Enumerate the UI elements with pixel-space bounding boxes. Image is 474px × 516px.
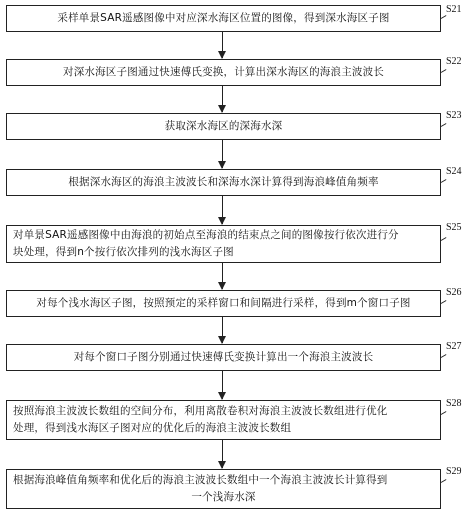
step-text-s29-line1: 根据海浪峰值角频率和优化后的海浪主波波长数组中一个海浪主波波长计算得到 <box>13 474 388 486</box>
step-label-s22: S22 <box>446 56 462 67</box>
step-text-s29-line2: 一个浅海水深 <box>191 491 256 503</box>
arrow-s27-s28 <box>222 371 223 399</box>
leader-line-s24 <box>441 179 447 183</box>
step-text-s25 <box>13 227 399 261</box>
step-box-s28 <box>6 400 441 440</box>
step-text-s24: 根据深水海区的海浪主波波长和深海水深计算得到海浪峰值角频率 <box>68 176 379 188</box>
step-text-s25-line2: 块处理，得到n个按行依次排列的浅水海区子图 <box>13 246 234 258</box>
leader-line-s28 <box>441 411 447 415</box>
step-text-s29 <box>13 472 434 506</box>
step-text-s26: 对每个浅水海区子图，按照预定的采样窗口和间隔进行采样，得到m个窗口子图 <box>36 297 411 309</box>
step-text-s28-line1: 按照海浪主波波长数组的空间分布，利用离散卷积对海浪主波波长数组进行优化 <box>13 405 388 417</box>
step-box-s26 <box>6 290 441 317</box>
step-text-s28 <box>13 403 388 437</box>
arrow-s26-s27 <box>222 317 223 343</box>
arrow-s24-s25 <box>222 196 223 224</box>
step-box-s24 <box>6 169 441 196</box>
step-label-s21: S21 <box>446 4 462 15</box>
leader-line-s29 <box>441 479 447 483</box>
step-label-s26: S26 <box>446 287 462 298</box>
leader-line-s25 <box>441 237 447 241</box>
leader-line-s27 <box>441 354 447 358</box>
step-box-s27 <box>6 344 441 371</box>
step-box-s25 <box>6 225 441 263</box>
step-text-s23: 获取深水海区的深海水深 <box>164 120 283 132</box>
arrow-s22-s23 <box>222 86 223 112</box>
step-label-s29: S29 <box>446 466 462 477</box>
step-box-s29 <box>6 469 441 509</box>
step-text-s25-line1: 对单景SAR遥感图像中由海浪的初始点至海浪的结束点之间的图像按行依次进行分 <box>13 229 399 241</box>
step-label-s28: S28 <box>446 398 462 409</box>
step-label-s25: S25 <box>446 222 462 233</box>
arrow-s23-s24 <box>222 140 223 168</box>
step-text-s22: 对深水海区子图通过快速傅氏变换，计算出深水海区的海浪主波波长 <box>63 66 384 78</box>
step-text-s27: 对每个窗口子图分别通过快速傅氏变换计算出一个海浪主波波长 <box>73 351 374 363</box>
arrow-s25-s26 <box>222 263 223 289</box>
step-box-s23 <box>6 113 441 140</box>
leader-line-s22 <box>441 69 447 73</box>
arrow-s21-s22 <box>222 32 223 58</box>
leader-line-s23 <box>441 123 447 127</box>
leader-line-s26 <box>441 300 447 304</box>
step-label-s24: S24 <box>446 166 462 177</box>
step-text-s21: 采样单景SAR遥感图像中对应深水海区位置的图像，得到深水海区子图 <box>57 12 390 24</box>
leader-line-s21 <box>441 15 447 19</box>
arrow-s28-s29 <box>222 440 223 468</box>
step-text-s28-line2: 处理，得到浅水海区子图对应的优化后的海浪主波波长数组 <box>13 422 292 434</box>
step-box-s22 <box>6 59 441 86</box>
step-box-s21 <box>6 5 441 32</box>
step-label-s23: S23 <box>446 110 462 121</box>
step-label-s27: S27 <box>446 341 462 352</box>
